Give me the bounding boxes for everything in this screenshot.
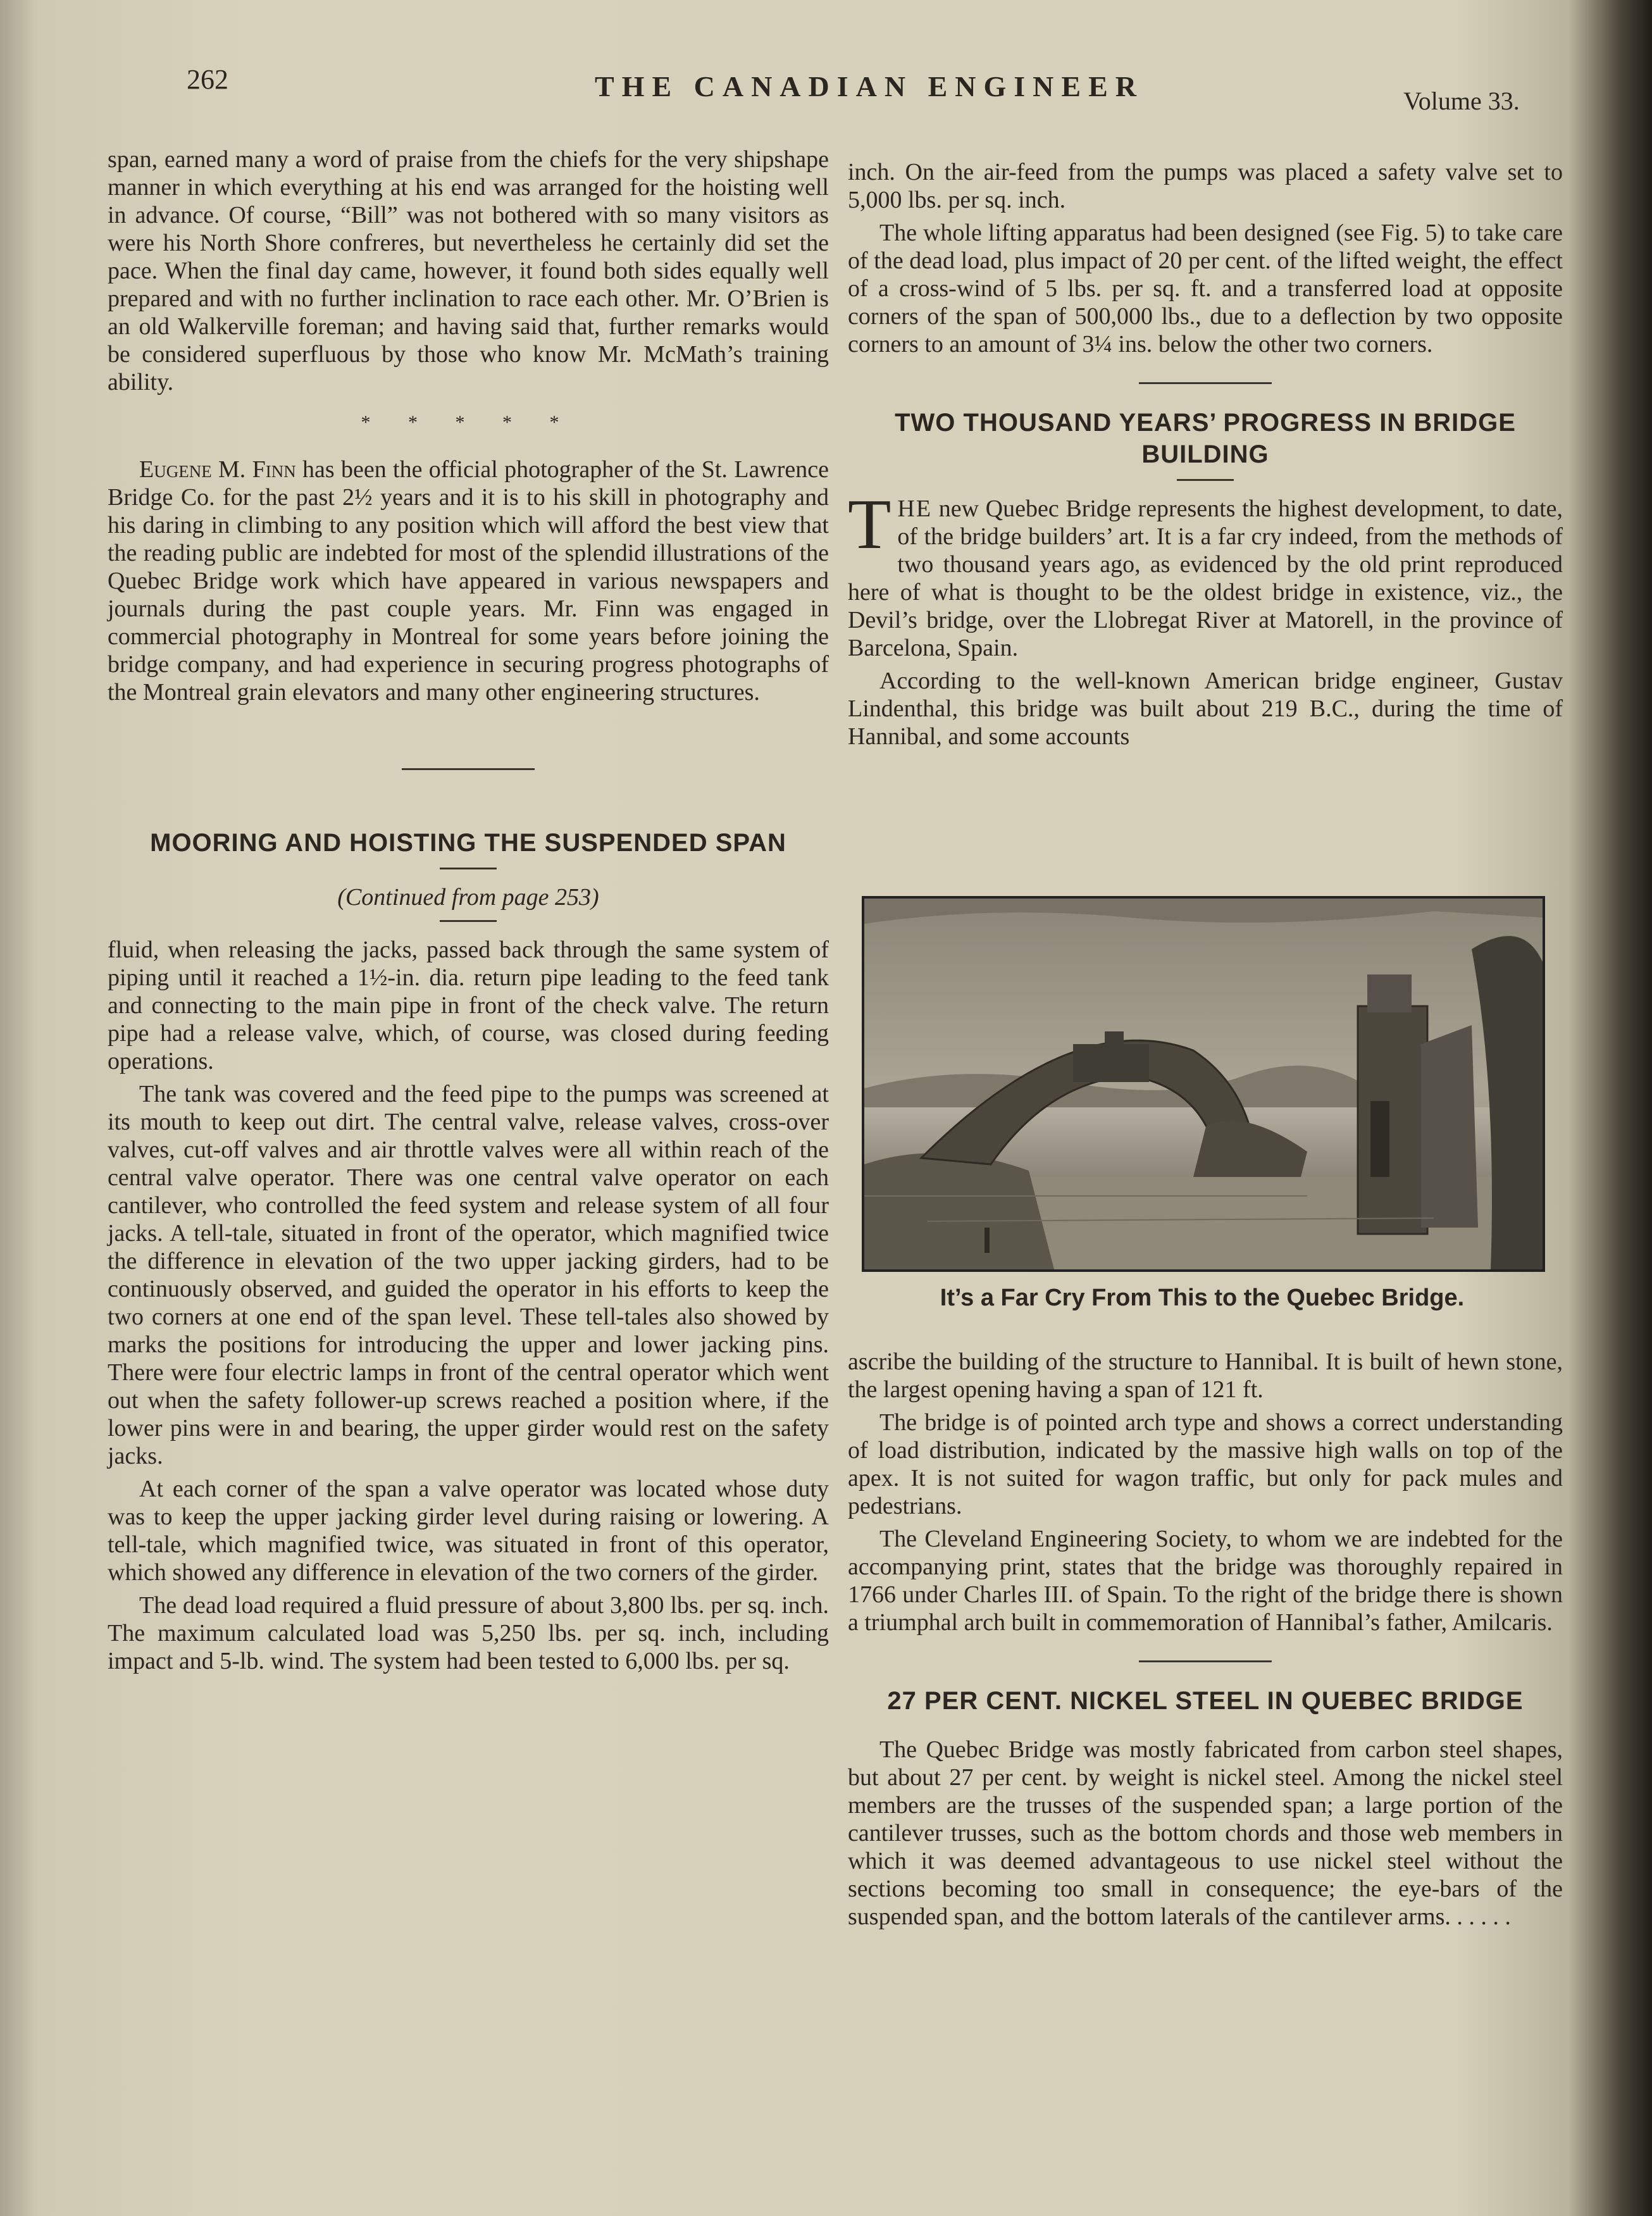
- heading-rule: [440, 920, 497, 922]
- finn-name: Eugene M. Finn: [139, 456, 296, 483]
- mooring-heading: MOORING AND HOISTING THE SUSPENDED SPAN: [150, 829, 786, 857]
- after-figure-paragraph-1: ascribe the building of the structure to Hannibal. It is built of hewn stone, the largest opening having a span of 121 ft.: [848, 1348, 1563, 1403]
- nickel-heading: 27 PER CENT. NICKEL STEEL IN QUEBEC BRIDGE: [887, 1687, 1524, 1715]
- bridge-heading: TWO THOUSAND YEARS’ PROGRESS IN BRIDGE BUILDING: [895, 409, 1516, 468]
- after-figure-paragraph-2: The bridge is of pointed arch type and shows a correct understanding of load distribution, indicated by the massive high walls on top of the apex. It is not suited for wagon traffic, but only for pack mules and pedestrians.: [848, 1409, 1563, 1519]
- mooring-paragraph-1: fluid, when releasing the jacks, passed back through the same system of piping until it reached a 1½-in. dia. return pipe leading to the feed tank and connecting to the main pipe in front of the check valve. The return pipe had a release valve, which, of course, was closed during feeding operations.: [108, 937, 829, 1074]
- first-word-caps: HE: [897, 495, 933, 522]
- drop-cap: T: [848, 485, 891, 564]
- right-column-bottom: [848, 1348, 1563, 1936]
- lifting-paragraph: The whole lifting apparatus had been designed (see Fig. 5) to take care of the dead load, plus impact of 20 per cent. of the lifted weight, the effect of a cross-wind of 5 lbs. per sq. ft. and a transferred load at opposite corners of the span of 500,000 lbs., due to a deflection by two opposite corners to an amount of 3¼ ins. below the other two corners.: [848, 220, 1563, 358]
- right-column-top: [848, 158, 1563, 756]
- heading-rule: [1177, 479, 1234, 481]
- nickel-paragraph: The Quebec Bridge was mostly fabricated from carbon steel shapes, but about 27 per cent. by weight is nickel steel. Among the nickel steel members are the trusses of the suspended span; a large portion of the cantilever trusses, such as the bottom chords and those web members in which it was deemed advantageous to use nickel steel without the sections becoming too small in consequence; the eye-bars of the suspended span, and the bottom laterals of the cantilever arms. . . . . .: [848, 1736, 1563, 1930]
- finn-paragraph: [108, 456, 829, 706]
- bridge-paragraph-1: [848, 485, 1563, 662]
- page-number: 262: [187, 64, 228, 95]
- intro-paragraph: span, earned many a word of praise from the chiefs for the very shipshape manner in which everything at his end was arranged for the hoisting well in advance. Of course, “Bill” was not bothered with so many visitors as were his North Shore confreres, but nevertheless he certainly did set the pace. When the final day came, however, it found both sides equally well prepared and with no further inclination to race each other. Mr. O’Brien is an old Walkerville foreman; and having said that, further remarks would be considered superfluous by those who know Mr. McMath’s training ability.: [108, 146, 829, 395]
- page-header: [0, 63, 1607, 120]
- mooring-paragraph-2: The tank was covered and the feed pipe to the pumps was screened at its mouth to keep out dirt. The central valve, release valves, cross-over valves, cut-off valves and air throttle valves were all within reach of the central valve operator. There was one central valve operator on each cantilever, who controlled the feed system and release system of all four jacks. A tell-tale, situated in front of the operator, which magnified twice the difference in elevation of the two upper jacking girders, had to be continuously observed, and guided the operator in his efforts to keep the two corners at one end of the span level. These tell-tales also showed by marks the positions for introducing the upper and lower jacking pins. There were four electric lamps in front of the central operator which went out when the safety follower-up screws reached a position where, if the lower pins were in and bearing, the upper girder would rest on the safety jacks.: [108, 1081, 829, 1469]
- continued-note: (Continued from page 253): [337, 884, 599, 911]
- bridge-paragraph-2: According to the well-known American bridge engineer, Gustav Lindenthal, this bridge was built about 219 B.C., during the time of Hannibal, and some accounts: [848, 668, 1563, 750]
- after-figure-paragraph-3: The Cleveland Engineering Society, to whom we are indebted for the accompanying print, states that the bridge was thoroughly repaired in 1766 under Charles III. of Spain. To the right of the bridge there is shown a triumphal arch built in commemoration of Hannibal’s father, Amilcaris.: [848, 1526, 1563, 1636]
- bridge-illustration: [862, 896, 1545, 1272]
- figure-caption: It’s a Far Cry From This to the Quebec Bridge.: [940, 1285, 1465, 1311]
- volume-label: Volume 33.: [1403, 87, 1520, 115]
- section-stars: * * * * *: [361, 412, 576, 433]
- mooring-paragraph-3: At each corner of the span a valve operator was located whose duty was to keep the upper jacking girder level during raising or lowering. A tell-tale, which magnified twice, was situated in front of this operator, which showed any difference in elevation of the two corners of the girder.: [108, 1476, 829, 1586]
- heading-rule: [440, 868, 497, 869]
- devils-bridge-engraving: [864, 899, 1543, 1269]
- bridge-paragraph-1-text: new Quebec Bridge represents the highest development, to date, of the bridge builders’ art. It is a far cry indeed, from the methods of two thousand years ago, as evidenced by the old print reproduced here of what is thought to be the oldest bridge in existence, viz., the Devil’s bridge, over the Llobregat River at Matorell, in the province of Barcelona, Spain.: [848, 495, 1563, 661]
- journal-title: THE CANADIAN ENGINEER: [595, 70, 1144, 103]
- finn-text: has been the official photographer of the St. Lawrence Bridge Co. for the past 2½ years and it is to his skill in photography and his daring in climbing to any position which will afford the best view that the reading public are indebted for most of the splendid illustrations of the Quebec Bridge work which have appeared in various newspapers and journals during the past couple years. Mr. Finn was engaged in commercial photography in Montreal for some years before joining the bridge company, and had experience in securing progress photographs of the Montreal grain elevators and many other engineering structures.: [108, 456, 829, 706]
- airfeed-paragraph: inch. On the air-feed from the pumps was placed a safety valve set to 5,000 lbs. per sq. inch.: [848, 159, 1563, 213]
- mooring-paragraph-4: The dead load required a fluid pressure of about 3,800 lbs. per sq. inch. The maximum calculated load was 5,250 lbs. per sq. inch, including impact and 5-lb. wind. The system had been tested to 6,000 lbs. per sq.: [108, 1592, 829, 1674]
- left-column: [108, 146, 829, 1680]
